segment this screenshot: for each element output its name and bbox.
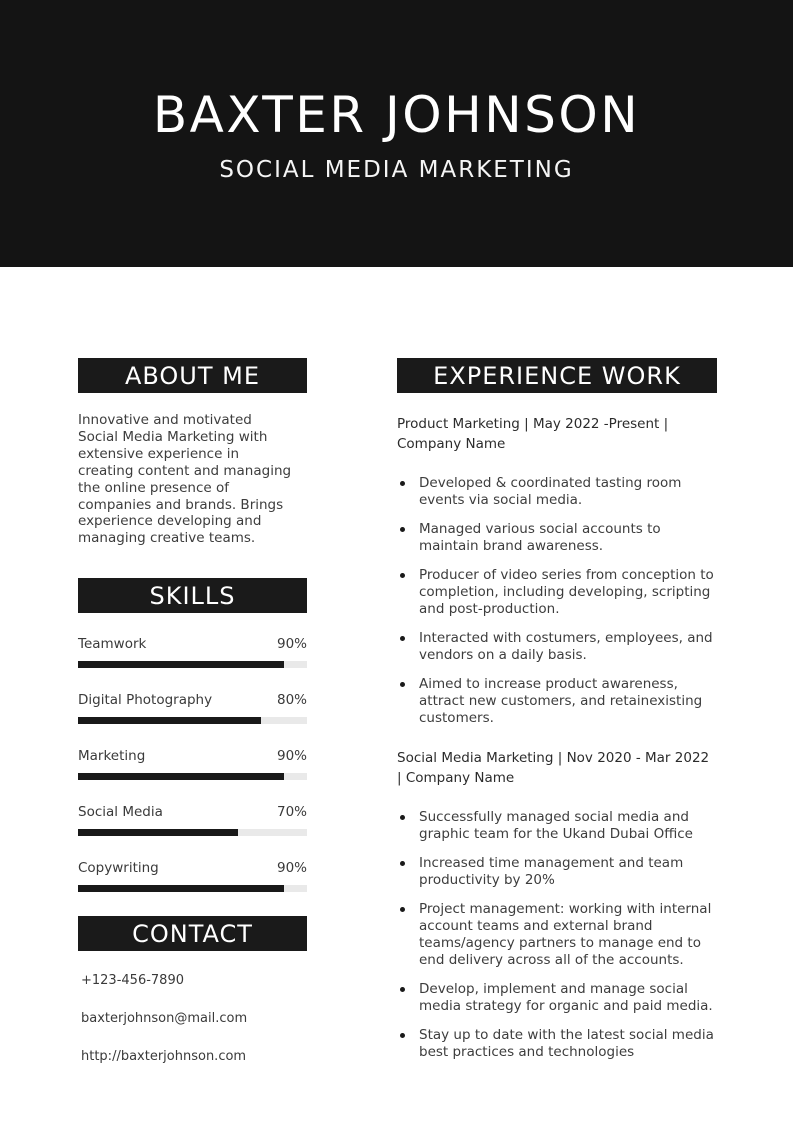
experience-bullet: Producer of video series from conception to completion, including developing, scripting and post-production. <box>397 567 717 618</box>
skill-label: Copywriting <box>78 860 159 877</box>
experience-bullet: Managed various social accounts to maintain brand awareness. <box>397 521 717 555</box>
right-column <box>397 358 717 1087</box>
skill-progress-fill <box>78 661 284 668</box>
skill-row <box>78 748 307 780</box>
job-entry <box>397 748 717 1061</box>
contact-list <box>78 973 307 1064</box>
skill-label: Digital Photography <box>78 692 213 709</box>
experience-bullet: Stay up to date with the latest social media best practices and technologies <box>397 1027 717 1061</box>
experience-bullet: Developed & coordinated tasting room events via social media. <box>397 475 717 509</box>
experience-bullet: Increased time management and team productivity by 20% <box>397 855 717 889</box>
resume-header <box>0 0 793 267</box>
skill-row <box>78 860 307 892</box>
skill-progress-fill <box>78 773 284 780</box>
skill-label: Marketing <box>78 748 146 765</box>
job-entry <box>397 414 717 727</box>
contact-website: http://baxterjohnson.com <box>81 1049 247 1065</box>
experience-bullet: Successfully managed social media and graphic team for the Ukand Dubai Office <box>397 809 717 843</box>
person-name: BAXTER JOHNSON <box>152 86 641 144</box>
skill-progress-fill <box>78 885 284 892</box>
skills-list <box>78 636 307 892</box>
job-heading: Product Marketing | May 2022 -Present | Company Name <box>397 416 669 452</box>
skill-progress-track <box>78 829 307 836</box>
experience-section-header: EXPERIENCE WORK <box>397 358 717 393</box>
skill-percent: 90% <box>276 860 307 877</box>
contact-phone: +123-456-7890 <box>81 973 184 989</box>
skill-label: Social Media <box>78 804 163 821</box>
skill-percent: 80% <box>276 692 307 709</box>
skills-section-header: SKILLS <box>78 578 307 613</box>
experience-bullet: Project management: working with internal account teams and external brand teams/agency partners to manage end to end delivery across all of the accounts. <box>397 901 717 969</box>
contact-email: baxterjohnson@mail.com <box>81 1011 248 1027</box>
skill-row <box>78 636 307 668</box>
skill-percent: 70% <box>276 804 307 821</box>
job-bullet-list <box>397 475 717 727</box>
contact-section-header: CONTACT <box>78 916 307 951</box>
experience-bullet: Aimed to increase product awareness, attract new customers, and retainexisting customers. <box>397 676 717 727</box>
experience-bullet: Develop, implement and manage social media strategy for organic and paid media. <box>397 981 717 1015</box>
about-section-header: ABOUT ME <box>78 358 307 393</box>
skill-label: Teamwork <box>78 636 147 653</box>
skill-progress-track <box>78 885 307 892</box>
skill-progress-track <box>78 717 307 724</box>
about-text: Innovative and motivated Social Media Marketing with extensive experience in creating content and managing the online presence of companies and brands. Brings experience developing and managing creative teams. <box>78 412 292 547</box>
job-bullet-list <box>397 809 717 1061</box>
skill-progress-track <box>78 773 307 780</box>
experience-bullet: Interacted with costumers, employees, and vendors on a daily basis. <box>397 630 717 664</box>
skill-row <box>78 804 307 836</box>
skill-percent: 90% <box>276 636 307 653</box>
job-heading: Social Media Marketing | Nov 2020 - Mar 2022 | Company Name <box>397 750 710 786</box>
left-column <box>78 358 307 1087</box>
skill-progress-fill <box>78 829 238 836</box>
person-role-subtitle: SOCIAL MEDIA MARKETING <box>219 157 574 183</box>
skill-percent: 90% <box>276 748 307 765</box>
skill-row <box>78 692 307 724</box>
skill-progress-fill <box>78 717 261 724</box>
resume-body <box>0 267 793 1087</box>
skill-progress-track <box>78 661 307 668</box>
